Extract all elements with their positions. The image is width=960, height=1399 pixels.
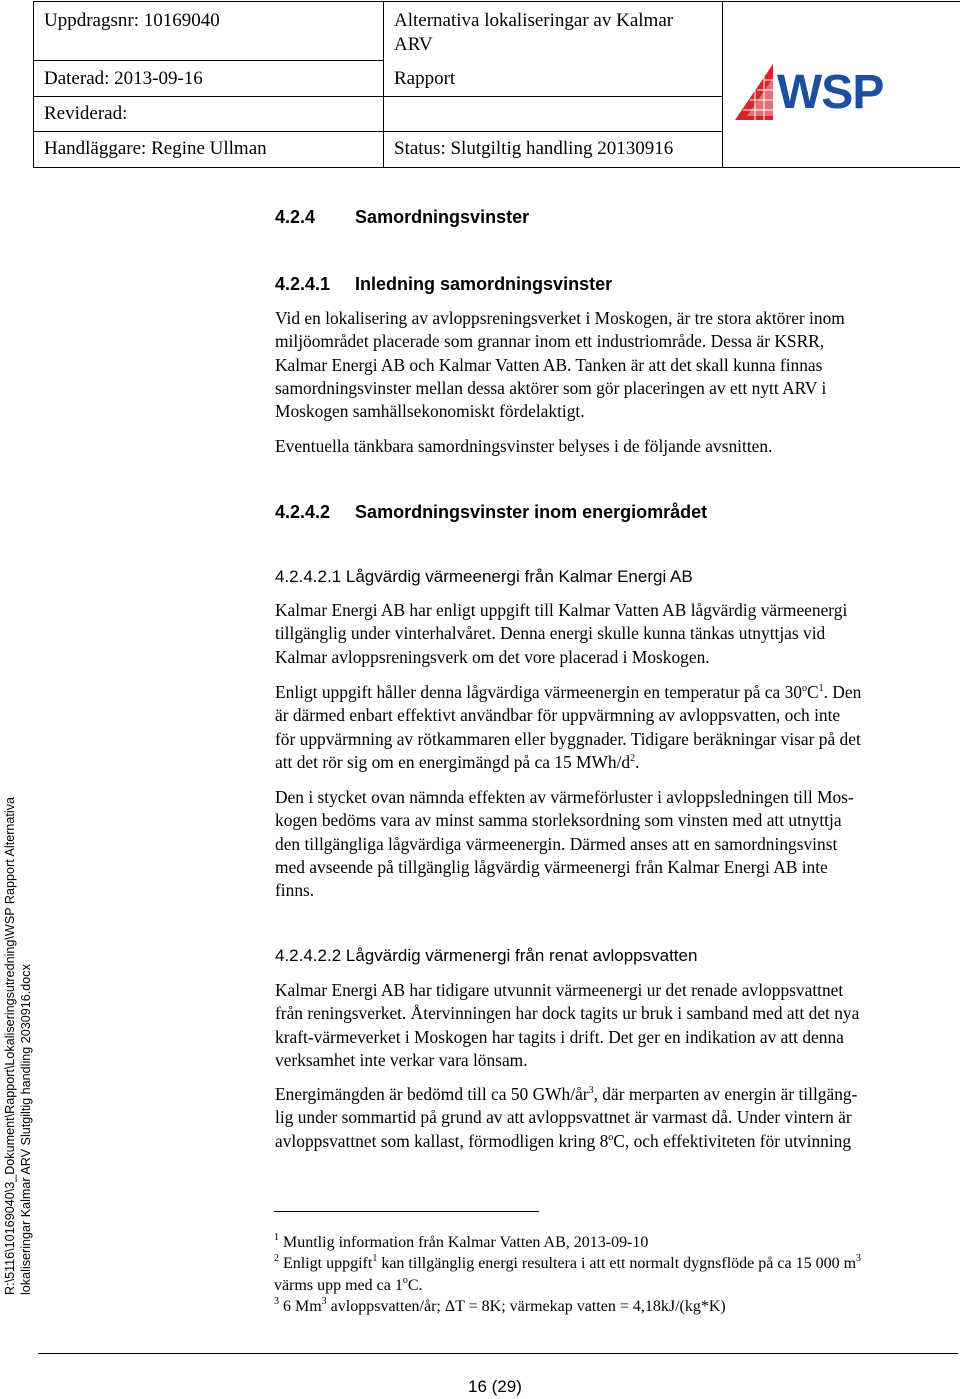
section-heading-4-2-4-1	[275, 274, 612, 295]
paragraph-heat-loss	[275, 786, 960, 902]
handler-field: Handläggare: Regine Ullman	[44, 138, 267, 159]
subsection-heading-4-2-4-2-2: 4.2.4.2.2 Lågvärdig värmenergi från renat avloppsvatten	[275, 946, 698, 965]
text-line: den tillgängliga lågvärdiga värmeenergin. Därmed anses att en samordningsvinst	[275, 833, 838, 854]
file-path-sidebar	[2, 797, 42, 1295]
file-path-line2: lokaliseringar Kalmar ARV Slutgiltig handling 2030916.docx	[19, 964, 33, 1295]
status-field: Status: Slutgiltig handling 20130916	[394, 138, 674, 159]
text-line: Moskogen samhällsekonomiskt fördelaktigt.	[275, 401, 585, 422]
wsp-logo	[733, 58, 923, 128]
text-line: Kalmar Energi AB har enligt uppgift till Kalmar Vatten AB lågvärdig värmeenergi	[275, 600, 848, 620]
section-heading-4-2-4	[275, 207, 529, 228]
text-line: Den i stycket ovan nämnda effekten av värmeförluster i avloppsledningen till Mos-	[275, 787, 854, 807]
footnote-ref-3[interactable]: 3	[588, 1085, 594, 1096]
header-divider	[33, 96, 723, 97]
heading-number: 4.2.4	[275, 207, 316, 227]
heading-number: 4.2.4.1	[275, 274, 331, 294]
paragraph-following	[275, 435, 960, 458]
text-line: Energimängden är bedömd till ca 50 GWh/$år^3$, där merparten av energin är tillgäng-	[275, 1084, 858, 1104]
text-line: är därmed enbart effektivt användbar för uppvärmning av avloppsvatten, och inte	[275, 705, 841, 726]
footnote-ref-1[interactable]: 1	[818, 683, 824, 694]
text-line: från reningsverket. Återvinningen har dock tagits ur bruk i samband med att det nya	[275, 1003, 860, 1024]
header-divider	[383, 1, 384, 168]
date-field: Daterad: 2013-09-16	[44, 68, 203, 89]
paragraph-temperature	[275, 681, 960, 774]
heading-number: 4.2.4.2	[275, 502, 331, 522]
text-line: med avseende på tillgänglig lågvärdig värmeenergi från Kalmar Energi AB inte	[275, 856, 828, 877]
text-line: Vid en lokalisering av avloppsreningsverket i Moskogen, är tre stora aktörer inom	[275, 308, 845, 328]
text-line: samordningsvinster mellan dessa aktörer som gör placeringen av ett nytt ARV i	[275, 377, 827, 398]
footnote-3: $^3$ 6 Mm$^3$ avloppsvatten/år; ΔT = 8K; värmekap vatten = 4,18kJ/(kg*K)	[274, 1296, 726, 1315]
footnote-ref-2[interactable]: 2	[630, 752, 636, 764]
text-line: verksamhet inte verkar vara lönsam.	[275, 1049, 528, 1070]
document-type: Rapport	[394, 68, 456, 89]
text-line: finns.	[275, 880, 315, 901]
section-heading-4-2-4-2	[275, 502, 707, 523]
report-title-line1: Alternativa lokaliseringar av Kalmar	[394, 10, 674, 31]
report-title-line2: ARV	[394, 34, 433, 55]
text-line: kogen bedöms vara av minst samma storleksordning som vinsten med att utnyttja	[275, 810, 842, 831]
text-line: Enligt uppgift håller denna lågvärdiga värmeenergin en temperatur på ca $30^oC^1$. Den	[275, 682, 862, 702]
text-line: Kalmar Energi AB och Kalmar Vatten AB. Tanken är att det skall kunna finnas	[275, 354, 823, 375]
footnote-1: $^1$ Muntlig information från Kalmar Vatten AB, 2013-09-10	[274, 1232, 649, 1251]
text-line: att det rör sig om en energimängd på ca 15 MWh/$d^2$.	[275, 751, 640, 772]
paragraph-wastewater-heat	[275, 979, 960, 1072]
footer-rule	[38, 1353, 958, 1354]
svg-text:WSP: WSP	[777, 66, 884, 119]
paragraph-intro	[275, 307, 960, 423]
wsp-logo-icon	[733, 58, 923, 128]
text-line: miljöområdet placerade som grannar inom ett industriområde. Dessa är KSRR,	[275, 331, 825, 352]
paragraph-energy-amount	[275, 1083, 960, 1153]
text-line: kraft-värmeverket i Moskogen har tagits i drift. Det ger en indikation av att denna	[275, 1026, 844, 1047]
text-line: Kalmar Energi AB har tidigare utvunnit värmeenergi ur det renade avloppsvattnet	[275, 980, 844, 1000]
revised-field: Reviderad:	[44, 103, 128, 124]
heading-title: Samordningsvinster	[355, 207, 530, 227]
text-line: för uppvärmning av rötkammaren eller byggnader. Tidigare beräkningar visar på det	[275, 728, 861, 749]
header-divider	[33, 131, 723, 132]
page-number: 16 (29)	[468, 1377, 522, 1396]
footnote-2-continued: värms upp med ca 1$^o$C.	[274, 1275, 423, 1294]
footnote-2: $^2$ Enligt uppgift$^1$ kan tillgänglig energi resultera i att ett normalt dygnsflöde på ca 15 000 $m^3$	[274, 1253, 862, 1272]
text-line: Kalmar avloppsreningsverk om det vore placerad i Moskogen.	[275, 646, 710, 667]
paragraph-kalmar-energi	[275, 599, 960, 669]
heading-title: Samordningsvinster inom energiområdet	[355, 502, 708, 522]
subsection-heading-4-2-4-2-1: 4.2.4.2.1 Lågvärdig värmeenergi från Kalmar Energi AB	[275, 567, 693, 586]
footnote-separator	[274, 1211, 539, 1212]
text-line: lig under sommartid på grund av att avloppsvattnet är varmast då. Under vintern är	[275, 1107, 852, 1128]
text-line: Eventuella tänkbara samordningsvinster belyses i de följande avsnitten.	[275, 436, 773, 456]
text-line: avloppsvattnet som kallast, förmodligen kring 8$^o$C, och effektiviteten för utvinning	[275, 1130, 852, 1151]
file-path-line1: R:\5116\10169040\3_Dokument\Rapport\Lokaliseringsutredning\WSP Rapport Alternativa	[3, 797, 17, 1295]
text-line: tillgänglig under vinterhalvåret. Denna energi skulle kunna tänkas utnyttjas vid	[275, 623, 826, 644]
header-divider	[33, 60, 383, 61]
heading-title: Inledning samordningsvinster	[355, 274, 613, 294]
assignment-number: Uppdragsnr: 10169040	[44, 10, 220, 31]
